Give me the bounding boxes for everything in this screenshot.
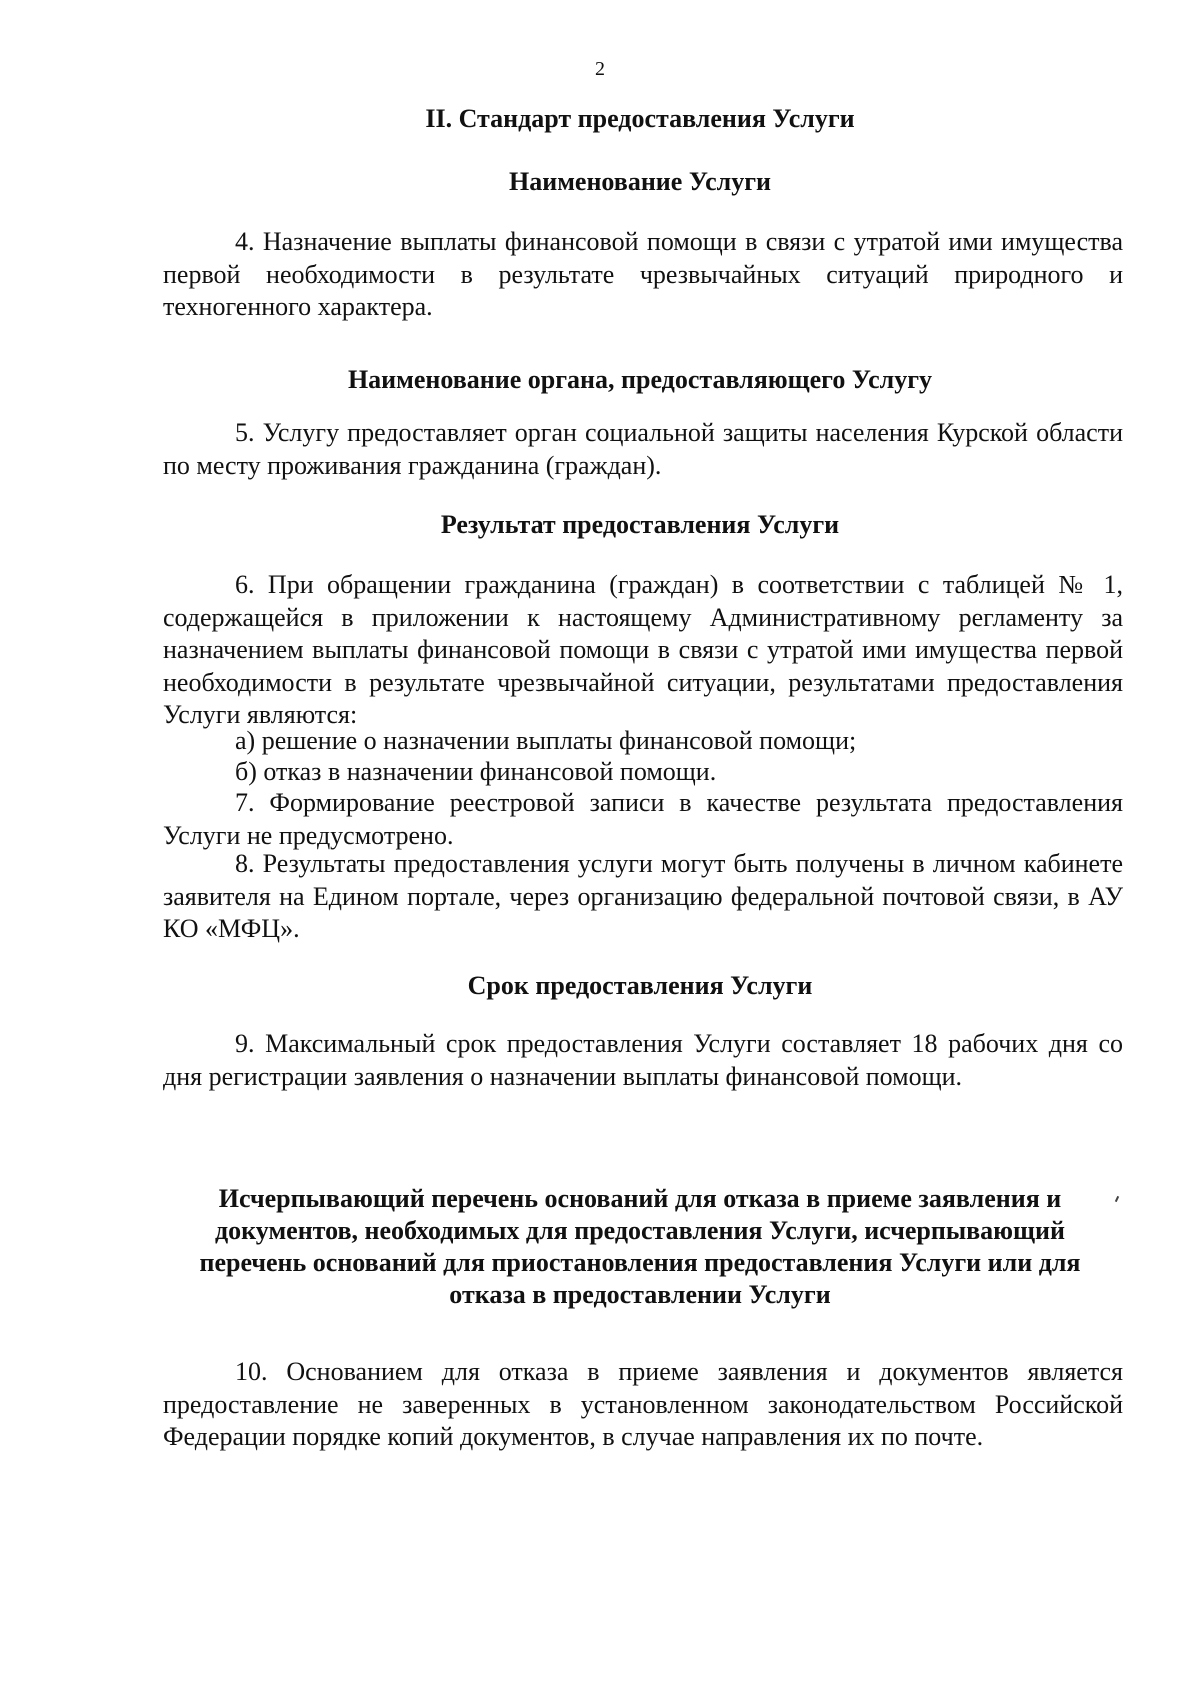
- paragraph-8: 8. Результаты предоставления услуги могут быть получены в личном кабинете заявителя на Едином портале, через организацию федеральной почтовой связи, в АУ КО «МФЦ».: [163, 849, 1123, 943]
- paragraph-9: 9. Максимальный срок предоставления Услуги составляет 18 рабочих дня со дня регистрации заявления о назначении выплаты финансовой помощи.: [163, 1029, 1123, 1091]
- heading-service-body: Наименование органа, предоставляющего Услугу: [347, 365, 933, 394]
- list-item-b: б) отказ в назначении финансовой помощи.: [235, 757, 717, 786]
- paragraph-7: 7. Формирование реестровой записи в качестве результата предоставления Услуги не предусмотрено.: [163, 788, 1123, 850]
- paragraph-10: 10. Основанием для отказа в приеме заявления и документов является предоставление не заверенных в установленном законодательством Российской Федерации порядке копий документов, в случае направления их по почте.: [163, 1357, 1123, 1451]
- paragraph-5: 5. Услугу предоставляет орган социальной защиты населения Курской области по месту проживания гражданина (граждан).: [163, 418, 1123, 480]
- paragraph-4: 4. Назначение выплаты финансовой помощи в связи с утратой ими имущества первой необходимости в результате чрезвычайных ситуаций природного и техногенного характера.: [163, 227, 1123, 321]
- section-title: II. Стандарт предоставления Услуги: [425, 104, 855, 133]
- list-item-a: а) решение о назначении выплаты финансовой помощи;: [235, 726, 857, 755]
- heading-service-term: Срок предоставления Услуги: [467, 971, 813, 1000]
- paragraph-6: 6. При обращении гражданина (граждан) в соответствии с таблицей № 1, содержащейся в приложении к настоящему Административному регламенту за назначением выплаты финансовой помощи в связи с утратой ими имущества первой необходимости в результате чрезвычайной ситуации, результатами предоставления Услуги являются:: [163, 570, 1123, 729]
- heading-refusal-grounds: Исчерпывающий перечень оснований для отказа в приеме заявления и документов, необходимых для предоставления Услуги, исчерпывающий перечень оснований для приостановления предоставления Услуги или для отказа в предоставлении Услуги: [199, 1184, 1081, 1309]
- heading-service-name: Наименование Услуги: [508, 167, 772, 196]
- page-number: 2: [595, 58, 605, 80]
- heading-service-result: Результат предоставления Услуги: [440, 510, 840, 539]
